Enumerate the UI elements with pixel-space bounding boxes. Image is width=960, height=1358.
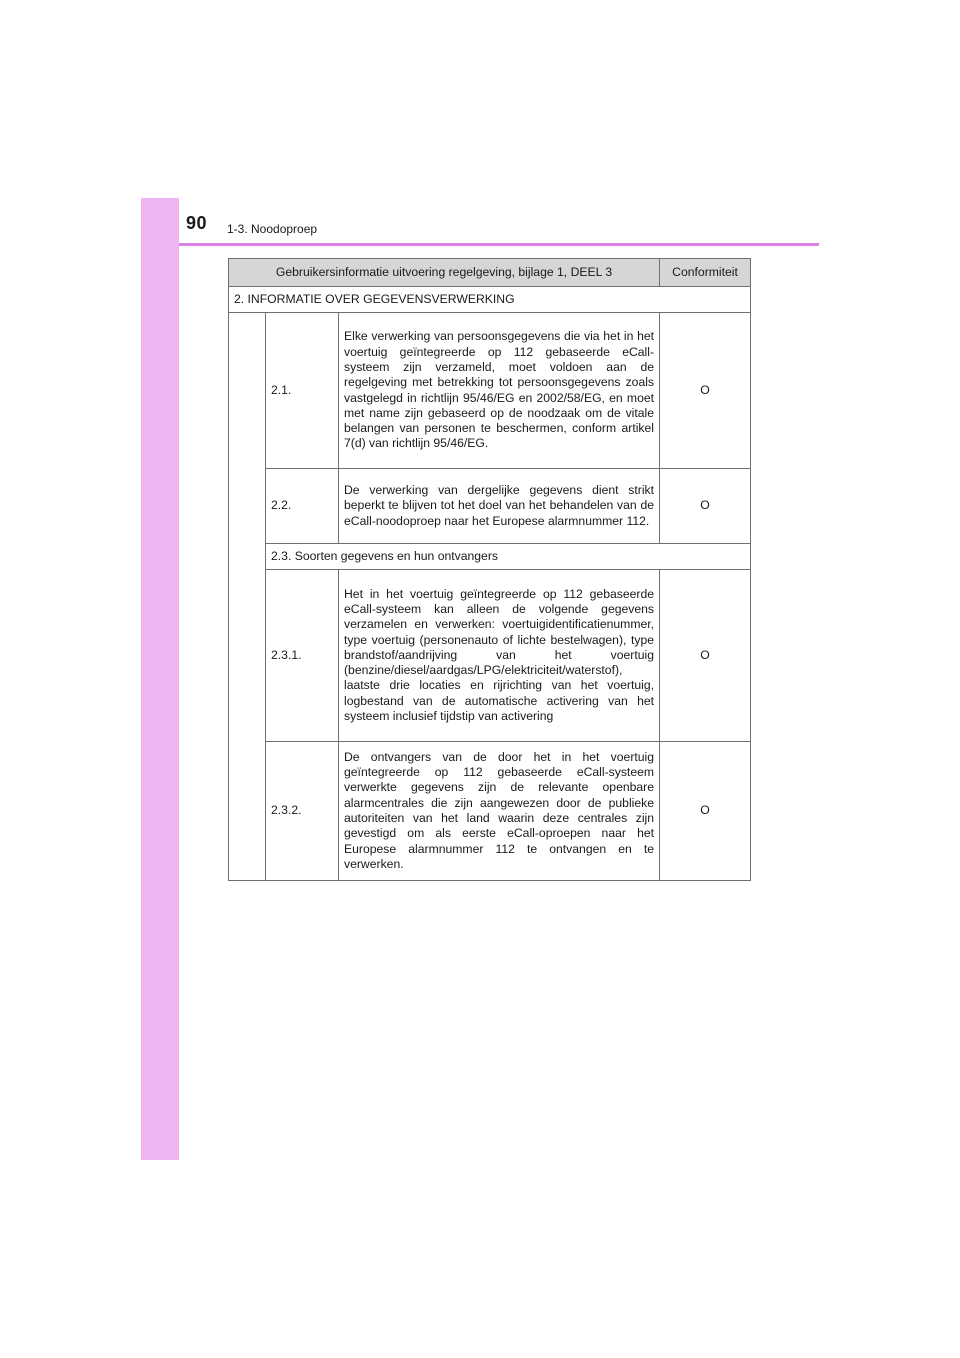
row-number: 2.1.	[266, 313, 339, 469]
table-row	[229, 313, 751, 469]
section-row	[229, 287, 751, 313]
row-conformity: O	[660, 469, 751, 544]
column-header-conformity: Conformiteit	[660, 259, 751, 287]
section-title: 1-3. Noodoproep	[227, 222, 318, 236]
row-conformity: O	[660, 313, 751, 469]
row-conformity: O	[660, 570, 751, 742]
header-rule	[179, 243, 819, 246]
side-band	[141, 198, 179, 1160]
row-description: De verwerking van dergelijke gegevens dient strikt beperkt te blijven tot het doel van het behandelen van de eCall-noodoproep naar het Europese alarmnummer 112.	[339, 469, 660, 544]
row-description: Elke verwerking van persoonsgegevens die via het in het voertuig geïntegreerde op 112 gebaseerde eCall-systeem zijn verzameld, moet voldoen aan de regelgeving met betrekking tot persoonsgegevens zoals vastgelegd in richtlijn 95/46/EG en 2002/58/EG, en moet met name zijn gebaseerd op de noodzaak om de vitale belangen van personen te beschermen, conform artikel 7(d) van richtlijn 95/46/EG.	[339, 313, 660, 469]
table-row	[229, 469, 751, 544]
info-table	[228, 258, 751, 881]
table-row	[229, 570, 751, 742]
sub-section-heading: 2.3. Soorten gegevens en hun ontvangers	[266, 544, 751, 570]
column-header-info: Gebruikersinformatie uitvoering regelgeving, bijlage 1, DEEL 3	[229, 259, 660, 287]
table-row	[229, 742, 751, 881]
row-number: 2.3.1.	[266, 570, 339, 742]
indent-cell	[229, 313, 266, 881]
table-header-row	[229, 259, 751, 287]
page-number: 90	[186, 213, 208, 233]
row-description: Het in het voertuig geïntegreerde op 112 gebaseerde eCall-systeem kan alleen de volgende gegevens verzamelen en verwerken: voertuigidentificatienummer, type voertuig (personenauto of lichte bestelwagen), type brandstof/aandrijving van het voertuig (benzine/diesel/aardgas/LPG/elektriciteit/waterstof), laatste drie locaties en rijrichting van het voertuig, logbestand van de automatische activering van het systeem inclusief tijdstip van activering	[339, 570, 660, 742]
row-number: 2.3.2.	[266, 742, 339, 881]
row-conformity: O	[660, 742, 751, 881]
section-heading: 2. INFORMATIE OVER GEGEVENSVERWERKING	[229, 287, 751, 313]
sub-section-row	[229, 544, 751, 570]
row-number: 2.2.	[266, 469, 339, 544]
row-description: De ontvangers van de door het in het voertuig geïntegreerde op 112 gebaseerde eCall-systeem verwerkte gegevens zijn de relevante openbare alarmcentrales die zijn aangewezen door de publieke autoriteiten van het land waarin deze centrales zijn gevestigd om als eerste eCall-oproepen naar het Europese alarmnummer 112 te ontvangen en te verwerken.	[339, 742, 660, 881]
